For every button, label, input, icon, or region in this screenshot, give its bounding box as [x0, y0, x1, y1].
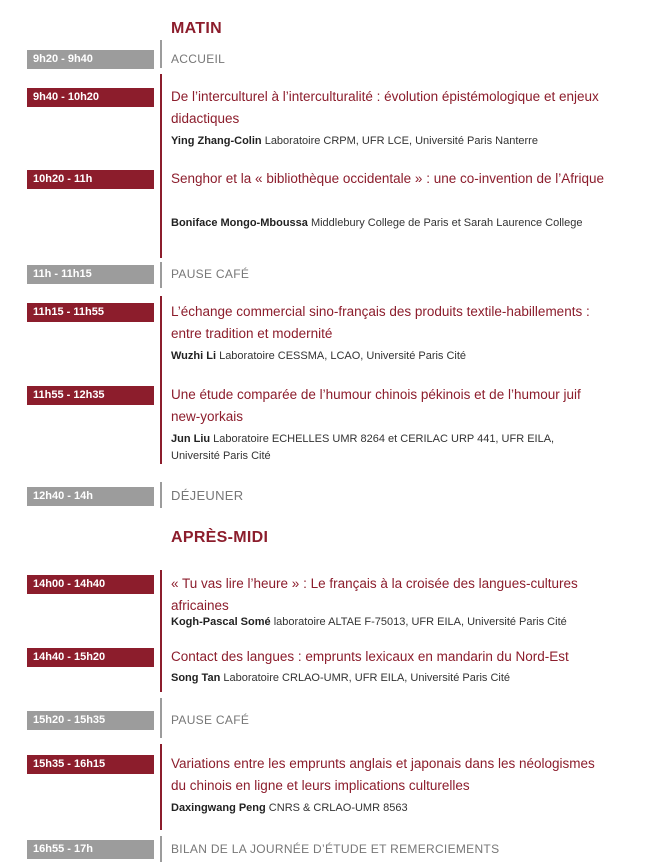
time-badge: 15h20 - 15h35	[27, 711, 154, 730]
session-title: Contact des langues : emprunts lexicaux en mandarin du Nord-Est	[171, 649, 569, 664]
speaker-info	[171, 800, 591, 817]
timeline-line	[160, 74, 162, 258]
speaker-affiliation: Laboratoire CESSMA, LCAO, Université Paris Cité	[216, 350, 467, 362]
session-title: BILAN DE LA JOURNÉE D’ÉTUDE ET REMERCIEMENTS	[171, 842, 500, 856]
speaker-info	[171, 431, 591, 465]
time-badge: 14h00 - 14h40	[27, 575, 154, 594]
session-title: De l’interculturel à l’interculturalité : évolution épistémologique et enjeux didactiques	[171, 89, 599, 126]
speaker-affiliation: Laboratoire ECHELLES UMR 8264 et CERILAC URP 441, UFR EILA, Université Paris Cité	[171, 433, 555, 462]
section-heading-afternoon: APRÈS-MIDI	[171, 529, 269, 546]
speaker-info	[171, 614, 591, 631]
speaker-affiliation: Middlebury College de Paris et Sarah Laurence College	[307, 217, 583, 229]
speaker-affiliation: laboratoire ALTAE F-75013, UFR EILA, Université Paris Cité	[270, 616, 567, 628]
speaker-info	[171, 215, 591, 232]
speaker-affiliation: Laboratoire CRPM, UFR LCE, Université Paris Nanterre	[261, 135, 538, 147]
time-badge: 9h40 - 10h20	[27, 88, 154, 107]
timeline-line	[160, 836, 162, 862]
timeline-line	[160, 296, 162, 464]
timeline-line	[160, 570, 162, 692]
speaker-info	[171, 133, 591, 150]
session-title: Variations entre les emprunts anglais et japonais dans les néologismes du chinois en ligne et leurs implications culturelles	[171, 756, 595, 793]
time-badge: 12h40 - 14h	[27, 487, 154, 506]
session-title: « Tu vas lire l’heure » : Le français à la croisée des langues-cultures africaines	[171, 576, 578, 613]
speaker-name: Song Tan	[171, 672, 221, 684]
time-badge: 10h20 - 11h	[27, 170, 154, 189]
session-title: PAUSE CAFÉ	[171, 713, 250, 727]
time-badge: 16h55 - 17h	[27, 840, 154, 859]
time-badge: 11h55 - 12h35	[27, 386, 154, 405]
speaker-name: Wuzhi Li	[171, 350, 217, 362]
speaker-name: Boniface Mongo-Mboussa	[171, 217, 308, 229]
speaker-name: Ying Zhang-Colin	[171, 135, 262, 147]
speaker-info	[171, 348, 591, 365]
speaker-affiliation: Laboratoire CRLAO-UMR, UFR EILA, Université Paris Cité	[220, 672, 511, 684]
speaker-name: Daxingwang Peng	[171, 802, 266, 814]
timeline-line	[160, 482, 162, 508]
timeline-line	[160, 744, 162, 830]
time-badge: 15h35 - 16h15	[27, 755, 154, 774]
session-title: Senghor et la « bibliothèque occidentale » : une co-invention de l’Afrique	[171, 171, 605, 186]
session-title: Une étude comparée de l’humour chinois pékinois et de l’humour juif new-yorkais	[171, 387, 581, 424]
speaker-info	[171, 670, 591, 687]
time-badge: 11h - 11h15	[27, 265, 154, 284]
speaker-name: Jun Liu	[171, 433, 211, 445]
timeline-line	[160, 40, 162, 68]
time-badge: 9h20 - 9h40	[27, 50, 154, 69]
timeline-line	[160, 698, 162, 738]
time-badge: 14h40 - 15h20	[27, 648, 154, 667]
speaker-affiliation: CNRS & CRLAO-UMR 8563	[265, 802, 408, 814]
session-title: ACCUEIL	[171, 52, 226, 66]
session-title: PAUSE CAFÉ	[171, 267, 250, 281]
speaker-name: Kogh-Pascal Somé	[171, 616, 271, 628]
timeline-line	[160, 262, 162, 288]
session-title: L’échange commercial sino-français des produits textile-habillements : entre tradition et modernité	[171, 304, 590, 341]
session-title: DÉJEUNER	[171, 488, 244, 503]
section-heading-morning: MATIN	[171, 20, 222, 37]
time-badge: 11h15 - 11h55	[27, 303, 154, 322]
